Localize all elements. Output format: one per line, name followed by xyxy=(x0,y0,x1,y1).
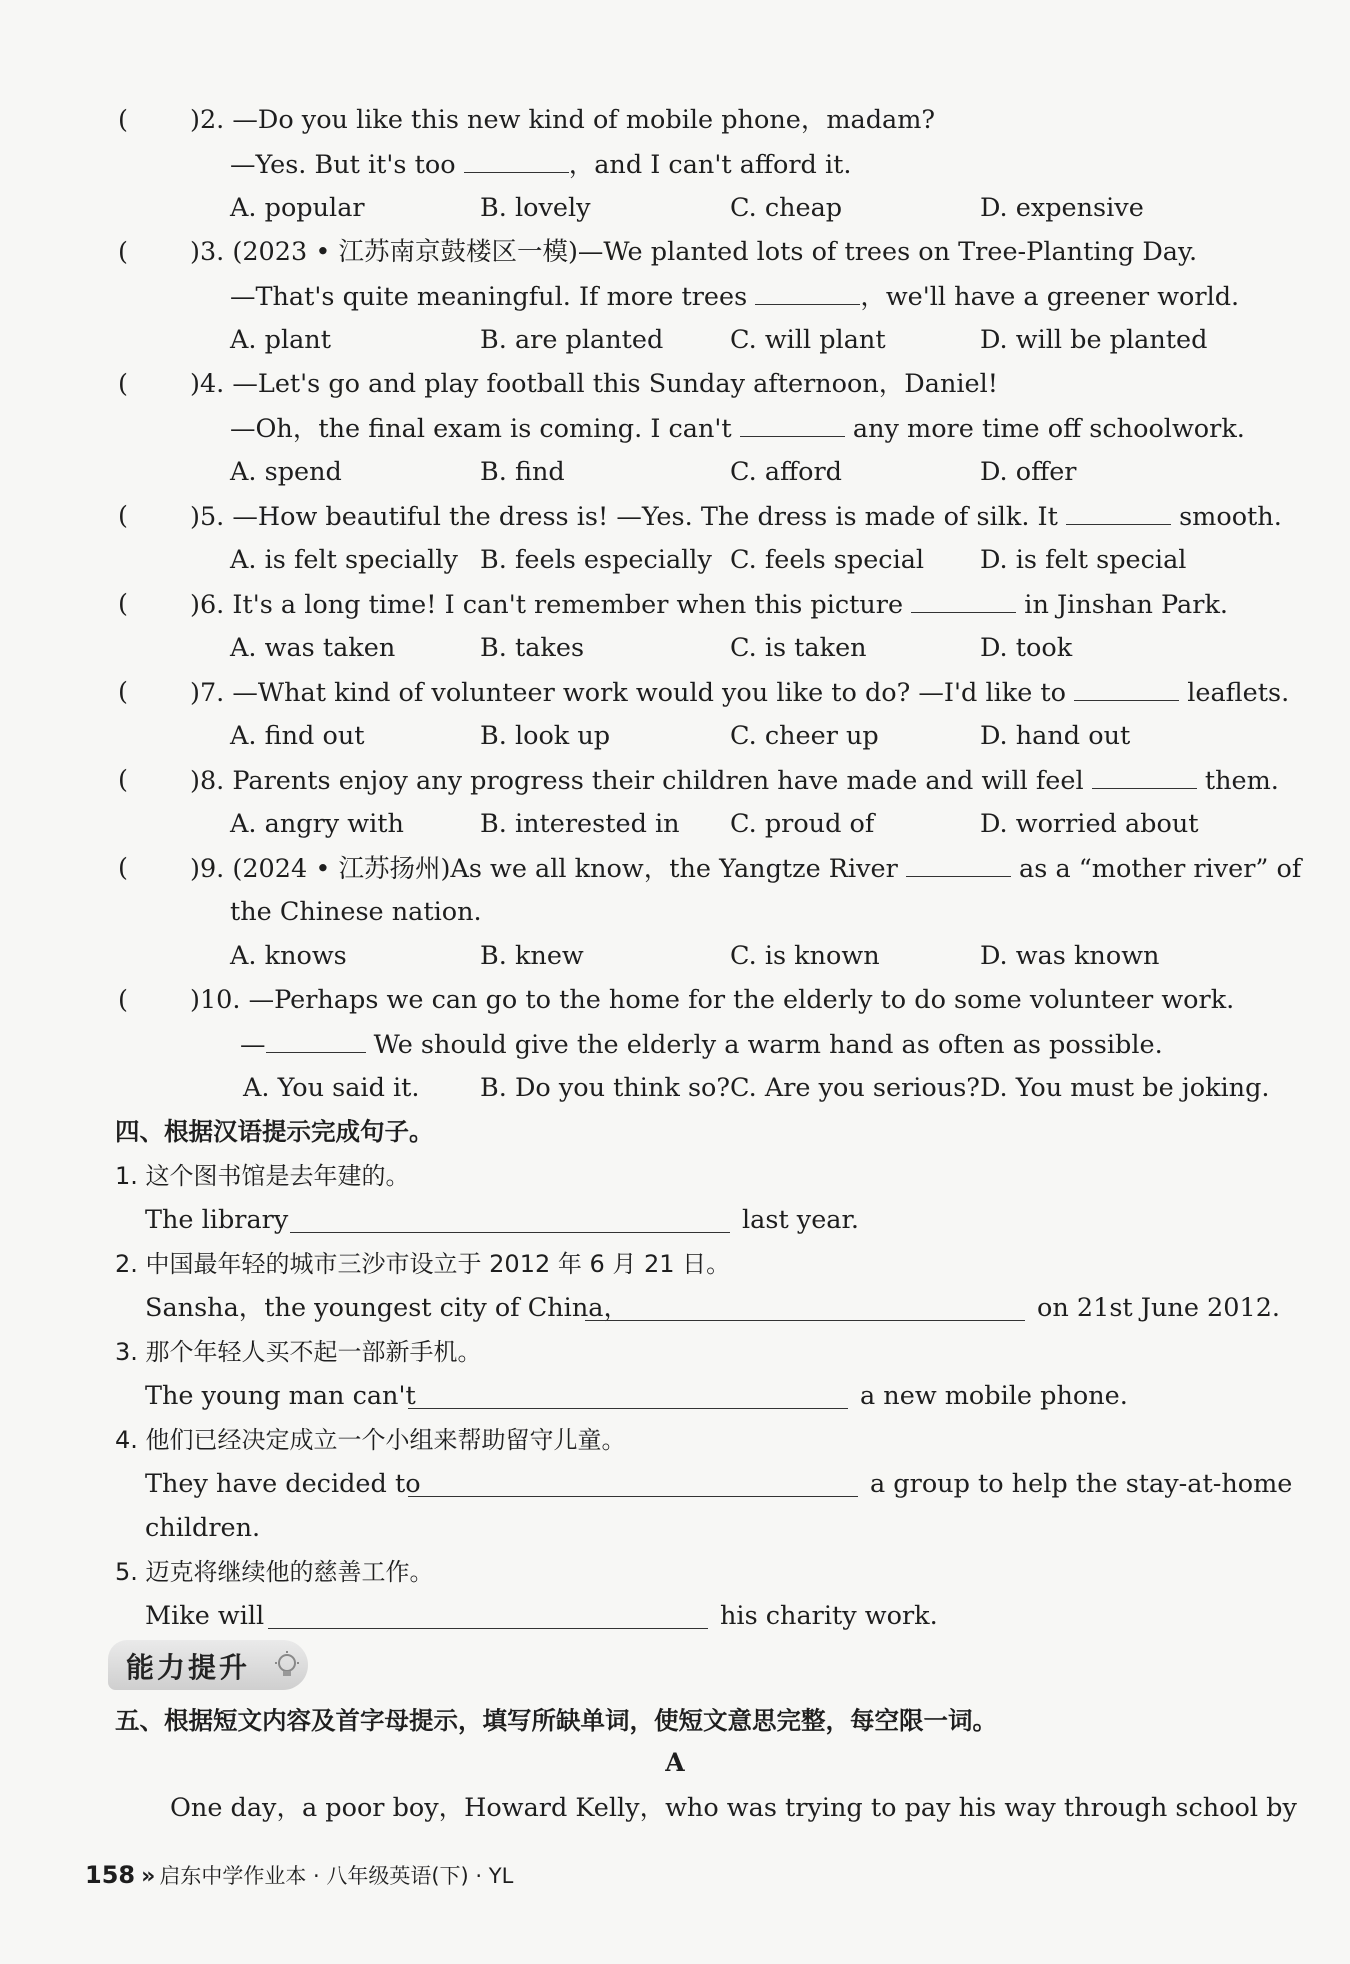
response-text: —That's quite meaningful. If more trees xyxy=(230,282,756,312)
english-sentence-start: The young man can't xyxy=(145,1381,416,1411)
option-a[interactable]: A. find out xyxy=(230,721,365,751)
option-d[interactable]: D. took xyxy=(980,633,1073,663)
badge-label: 能力提升 xyxy=(126,1651,251,1684)
question-stem xyxy=(190,586,1228,623)
question-stem xyxy=(190,102,935,138)
answer-blank[interactable] xyxy=(911,586,1016,613)
option-c[interactable]: C. is known xyxy=(730,941,880,971)
question-stem xyxy=(190,674,1289,711)
english-sentence-start: They have decided to xyxy=(145,1469,421,1499)
chevron-icon: » xyxy=(141,1864,156,1889)
question-text: )8. Parents enjoy any progress their children have made and will feel xyxy=(190,766,1092,796)
answer-paren: ( xyxy=(118,677,128,707)
question-response xyxy=(240,1026,1163,1063)
question-continuation xyxy=(230,894,482,930)
question-text: )5. —How beautiful the dress is! —Yes. The dress is made of silk. It xyxy=(190,502,1066,532)
passage-letter: A xyxy=(665,1748,685,1777)
option-d[interactable]: D. will be planted xyxy=(980,325,1208,355)
chinese-prompt: 3. 那个年轻人买不起一部新手机。 xyxy=(115,1338,482,1366)
question-text-end: leaflets. xyxy=(1179,678,1290,708)
option-d[interactable]: D. was known xyxy=(980,941,1160,971)
english-sentence-start: Sansha，the youngest city of China， xyxy=(145,1293,629,1323)
chinese-prompt: 4. 他们已经决定成立一个小组来帮助留守儿童。 xyxy=(115,1426,626,1454)
option-b[interactable]: B. lovely xyxy=(480,193,591,223)
english-sentence-start: The library xyxy=(145,1205,289,1235)
question-text: )7. —What kind of volunteer work would you like to do? —I'd like to xyxy=(190,678,1075,708)
option-a[interactable]: A. is felt specially xyxy=(230,545,458,575)
response-text-end: We should give the elderly a warm hand as often as possible. xyxy=(365,1030,1163,1060)
option-a[interactable]: A. knows xyxy=(230,941,347,971)
answer-blank[interactable] xyxy=(1092,762,1197,789)
option-a[interactable]: A. plant xyxy=(230,325,331,355)
question-text-end: smooth. xyxy=(1170,502,1282,532)
option-c[interactable]: C. is taken xyxy=(730,633,867,663)
footer-title: 启东中学作业本 · 八年级英语(下) · YL xyxy=(159,1864,514,1888)
option-b[interactable]: B. knew xyxy=(480,941,584,971)
option-c[interactable]: C. feels special xyxy=(730,545,925,575)
question-stem xyxy=(190,762,1279,799)
page-number: 158 xyxy=(85,1861,136,1889)
answer-blank[interactable] xyxy=(464,146,569,173)
response-text-end: ，and I can't afford it. xyxy=(568,150,852,180)
question-stem xyxy=(190,850,1301,887)
chinese-prompt: 2. 中国最年轻的城市三沙市设立于 2012 年 6 月 21 日。 xyxy=(115,1250,731,1278)
answer-paren: ( xyxy=(118,853,128,883)
question-text-end: in Jinshan Park. xyxy=(1016,590,1228,620)
option-b[interactable]: B. feels especially xyxy=(480,545,712,575)
lightbulb-icon xyxy=(272,1650,302,1680)
page-footer xyxy=(85,1860,513,1890)
english-sentence-end: a group to help the stay-at-home xyxy=(870,1469,1293,1499)
answer-paren: ( xyxy=(118,237,128,267)
english-sentence-start: Mike will xyxy=(145,1601,265,1631)
answer-paren: ( xyxy=(118,589,128,619)
option-a[interactable]: A. spend xyxy=(230,457,342,487)
option-c[interactable]: C. cheer up xyxy=(730,721,879,751)
chinese-prompt: 5. 迈克将继续他的慈善工作。 xyxy=(115,1558,434,1586)
response-text: —Oh，the final exam is coming. I can't xyxy=(230,414,740,444)
option-a[interactable]: A. popular xyxy=(230,193,365,223)
passage-text: One day，a poor boy，Howard Kelly，who was trying to pay his way through school by xyxy=(170,1793,1297,1823)
english-sentence-end: last year. xyxy=(742,1205,859,1235)
option-a[interactable]: A. angry with xyxy=(230,809,404,839)
option-a[interactable]: A. was taken xyxy=(230,633,396,663)
english-sentence-continued: children. xyxy=(145,1513,261,1543)
option-b[interactable]: B. interested in xyxy=(480,809,680,839)
option-b[interactable]: B. takes xyxy=(480,633,585,663)
option-b[interactable]: B. look up xyxy=(480,721,611,751)
continuation-text: the Chinese nation. xyxy=(230,897,482,927)
question-text: )6. It's a long time! I can't remember when this picture xyxy=(190,590,912,620)
response-text: —Yes. But it's too xyxy=(230,150,464,180)
option-d[interactable]: D. expensive xyxy=(980,193,1144,223)
option-a[interactable]: A. You said it. xyxy=(243,1073,420,1103)
answer-blank[interactable] xyxy=(740,410,845,437)
answer-paren: ( xyxy=(118,985,128,1015)
option-d[interactable]: D. You must be joking. xyxy=(980,1073,1270,1103)
option-d[interactable]: D. offer xyxy=(980,457,1077,487)
question-text: )4. —Let's go and play football this Sunday afternoon，Daniel! xyxy=(190,369,999,399)
response-text-end: any more time off schoolwork. xyxy=(844,414,1245,444)
question-text: )2. —Do you like this new kind of mobile phone，madam? xyxy=(190,105,936,135)
answer-blank[interactable] xyxy=(408,1496,858,1497)
question-text-end: as a “mother river” of xyxy=(1010,854,1302,884)
question-text: )3. (2023 • 江苏南京鼓楼区一模)—We planted lots of trees on Tree-Planting Day. xyxy=(190,237,1198,267)
answer-blank[interactable] xyxy=(408,1408,848,1409)
answer-blank[interactable] xyxy=(290,1232,730,1233)
question-response xyxy=(230,146,852,183)
section-four-heading: 四、根据汉语提示完成句子。 xyxy=(115,1117,434,1146)
option-d[interactable]: D. hand out xyxy=(980,721,1131,751)
answer-paren: ( xyxy=(118,501,128,531)
english-sentence-end: a new mobile phone. xyxy=(860,1381,1128,1411)
question-text-end: them. xyxy=(1196,766,1279,796)
option-b[interactable]: B. are planted xyxy=(480,325,664,355)
chinese-prompt: 1. 这个图书馆是去年建的。 xyxy=(115,1162,410,1190)
answer-blank[interactable] xyxy=(266,1026,366,1053)
question-stem xyxy=(190,234,1197,270)
answer-paren: ( xyxy=(118,369,128,399)
response-text: — xyxy=(240,1030,266,1060)
question-response xyxy=(230,278,1239,315)
ability-badge xyxy=(108,1640,308,1690)
answer-paren: ( xyxy=(118,105,128,135)
english-sentence-end: his charity work. xyxy=(720,1601,938,1631)
question-text: )10. —Perhaps we can go to the home for the elderly to do some volunteer work. xyxy=(190,985,1235,1015)
answer-blank[interactable] xyxy=(1074,674,1179,701)
section-five-heading: 五、根据短文内容及首字母提示，填写所缺单词，使短文意思完整，每空限一词。 xyxy=(115,1706,997,1735)
answer-blank[interactable] xyxy=(755,278,860,305)
option-d[interactable]: D. worried about xyxy=(980,809,1199,839)
option-c[interactable]: C. Are you serious? xyxy=(730,1073,980,1103)
option-b[interactable]: B. Do you think so? xyxy=(480,1073,731,1103)
response-text-end: ，we'll have a greener world. xyxy=(860,282,1240,312)
answer-paren: ( xyxy=(118,765,128,795)
option-c[interactable]: C. cheap xyxy=(730,193,843,223)
question-response xyxy=(230,410,1245,447)
english-sentence-end: on 21st June 2012. xyxy=(1037,1293,1281,1323)
option-c[interactable]: C. proud of xyxy=(730,809,875,839)
question-stem xyxy=(190,498,1282,535)
option-c[interactable]: C. afford xyxy=(730,457,842,487)
option-b[interactable]: B. find xyxy=(480,457,565,487)
answer-blank[interactable] xyxy=(1066,498,1171,525)
answer-blank[interactable] xyxy=(906,850,1011,877)
question-stem xyxy=(190,982,1234,1018)
option-c[interactable]: C. will plant xyxy=(730,325,886,355)
answer-blank[interactable] xyxy=(585,1320,1025,1321)
option-d[interactable]: D. is felt special xyxy=(980,545,1187,575)
answer-blank[interactable] xyxy=(268,1628,708,1629)
question-stem xyxy=(190,366,998,402)
question-text: )9. (2024 • 江苏扬州)As we all know，the Yangtze River xyxy=(190,854,906,884)
